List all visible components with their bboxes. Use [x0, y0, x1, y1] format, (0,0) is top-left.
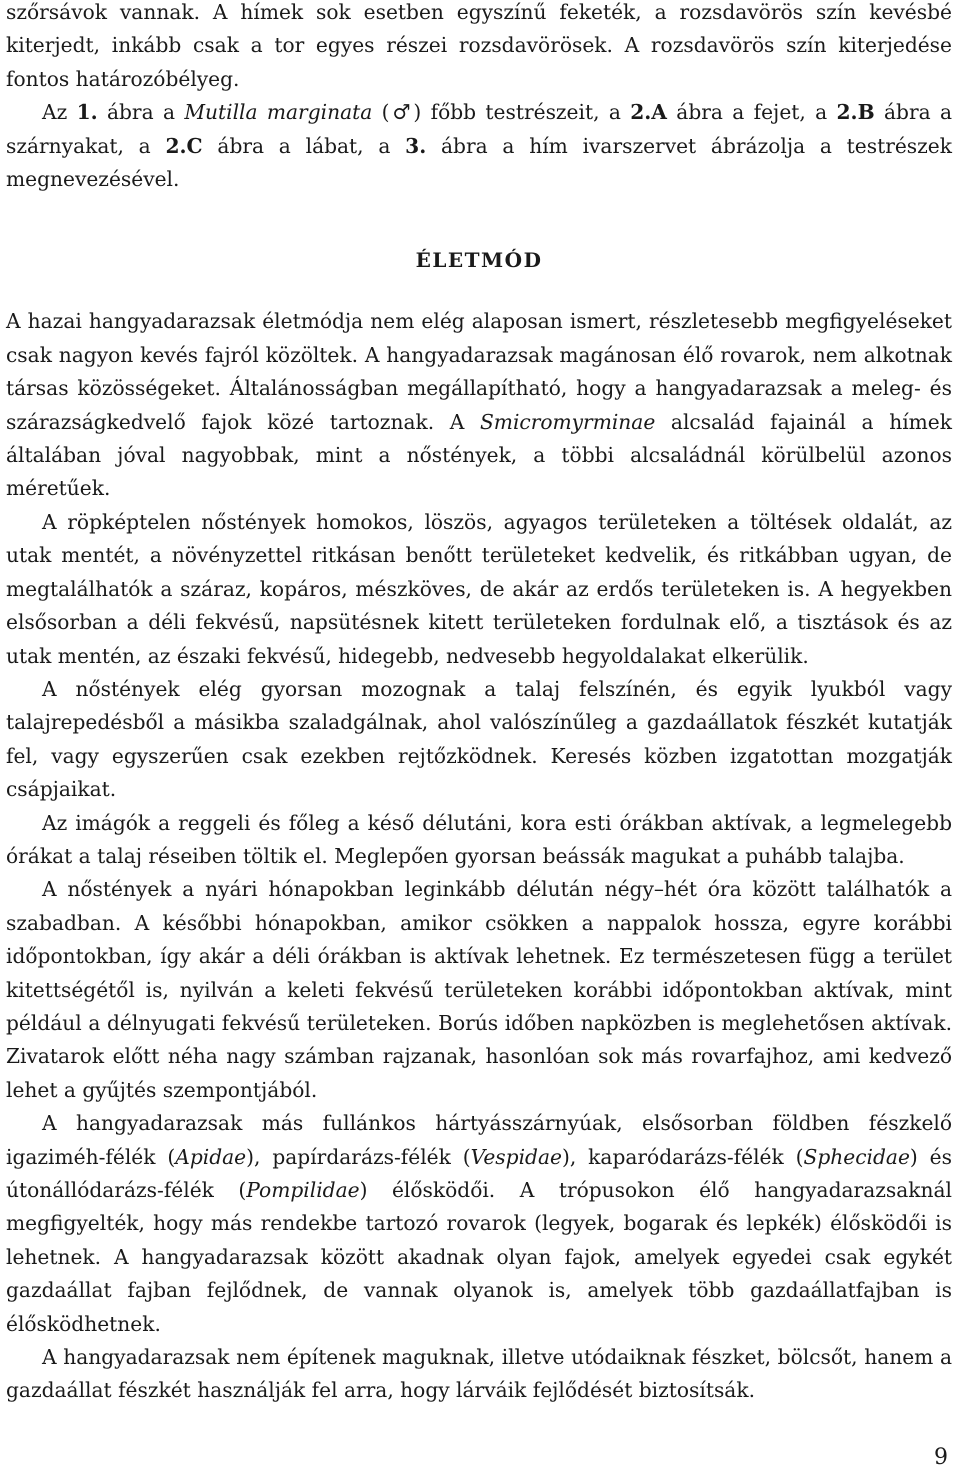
family-name-sphecidae: Sphecidae: [803, 1144, 910, 1169]
subfamily-name: Smicromyrminae: [479, 409, 656, 434]
intro-paragraph-figures: Az 1. ábra a Mutilla marginata (♂) főbb testrészeit, a 2.A ábra a fejet, a 2.B ábra a szárnyakat, a 2.C ábra a lábat, a 3. ábra a hím ivarszervet ábrázolja a testrészek megnevezésével.: [6, 100, 953, 192]
section-paragraph-1: A hazai hangyadarazsak életmódja nem elég alaposan ismert, részletesebb megfigyeléseket csak nagyon kevés fajról közöltek. A hangyadarazsak magánosan élő rovarok, nem alkotnak társas közösségeket. Általánosságban megállapítható, hogy a hangyadarazsak a meleg- és szárazságkedvelő fajok közé tartoznak. A Smicromyrminae alcsalád fajainál a hímek általában jóval nagyobbak, mint a nőstények, a többi alcsaládnál körülbelül azonos méretűek.: [6, 309, 952, 501]
species-name: Mutilla marginata: [184, 100, 373, 125]
figure-ref-3: 3.: [405, 133, 427, 158]
figure-ref-2b: 2.B: [836, 100, 875, 125]
section-paragraph-6: A hangyadarazsak más fullánkos hártyásszárnyúak, elsősorban földben fészkelő igaziméh-félék (Apidae), papírdarázs-félék (Vespidae), kaparódarázs-félék (Sphecidae) és útonállódarázs-félék (Pompilidae) élősködői. A trópusokon élő hangyadarazsaknál megfigyelték, hogy más rendekbe tartozó rovarok (legyek, bogarak és lepkék) élősködői is lehetnek. A hangyadarazsak között akadnak olyan fajok, amelyek egyedei csak egykét gazdaállat fajban fejlődnek, de vannak olyanok is, amelyek több gazdaállatfajban is élősködhetnek.: [6, 1111, 952, 1336]
section-paragraph-5: A nőstények a nyári hónapokban leginkább délután négy–hét óra között találhatók a szabadban. A későbbi hónapokban, amikor csökken a nappalok hossza, egyre korábbi időpontokban, így akár a déli órákban is aktívak lehetnek. Ez természetesen függ a terület kitettségétől is, nyilván a keleti fekvésű területeken korábbi időpontokban aktívak, mint például a délnyugati fekvésű területeken. Borús időben napközben is meglehetősen aktívak. Zivatarok előtt néha nagy számban rajzanak, hasonlóan sok más rovarfajhoz, ami kedvező lehet a gyűjtés szempontjából.: [6, 877, 952, 1102]
intro-paragraph-1: szőrsávok vannak. A hímek sok esetben egyszínű feketék, a rozsdavörös szín kevésbé kiterjedt, inkább csak a tor egyes részei rozsdavörösek. A rozsdavörös szín kiterjedése fontos határozóbélyeg.: [6, 0, 952, 91]
section-paragraph-4: Az imágók a reggeli és főleg a késő délutáni, kora esti órákban aktívak, a legmelegebb órákat a talaj réseiben töltik el. Meglepően gyorsan beássák magukat a puhább talajba.: [6, 810, 952, 868]
family-name-apidae: Apidae: [175, 1144, 247, 1169]
section-paragraph-7: A hangyadarazsak nem építenek maguknak, illetve utódaiknak fészket, bölcsőt, hanem a gazdaállat fészkét használják fel arra, hogy lárváik fejlődését biztosítsák.: [6, 1345, 952, 1403]
page-number: 9: [934, 1445, 948, 1470]
document-page: [6, 0, 952, 1408]
family-name-vespidae: Vespidae: [470, 1144, 562, 1169]
figure-ref-1: 1.: [76, 100, 98, 125]
section-paragraph-2: A röpképtelen nőstények homokos, löszös, agyagos területeken a töltések oldalát, az utak mentét, a növényzettel ritkásan benőtt területeket kedvelik, és ritkábban ugyan, de megtalálhatók a száraz, kopáros, mészköves, de akár az erdős területeken is. A hegyekben elsősorban a déli fekvésű, napsütésnek kitett területeken fordulnak elő, a tisztások és az utak mentén, az északi fekvésű, hidegebb, nedvesebb hegyoldalakat elkerülik.: [6, 509, 952, 668]
figure-ref-2a: 2.A: [630, 100, 667, 125]
family-name-pompilidae: Pompilidae: [246, 1178, 360, 1202]
section-paragraph-3: A nőstények elég gyorsan mozognak a talaj felszínén, és egyik lyukból vagy talajrepedésből a másikba szaladgálnak, ahol valószínűleg a gazdaállatok fészkét kutatják fel, vagy egyszerűen csak ezekben rejtőzködnek. Keresés közben izgatottan mozgatják csápjaikat.: [6, 676, 952, 802]
section-heading: ÉLETMÓD: [415, 248, 543, 273]
figure-ref-2c: 2.C: [165, 133, 203, 158]
